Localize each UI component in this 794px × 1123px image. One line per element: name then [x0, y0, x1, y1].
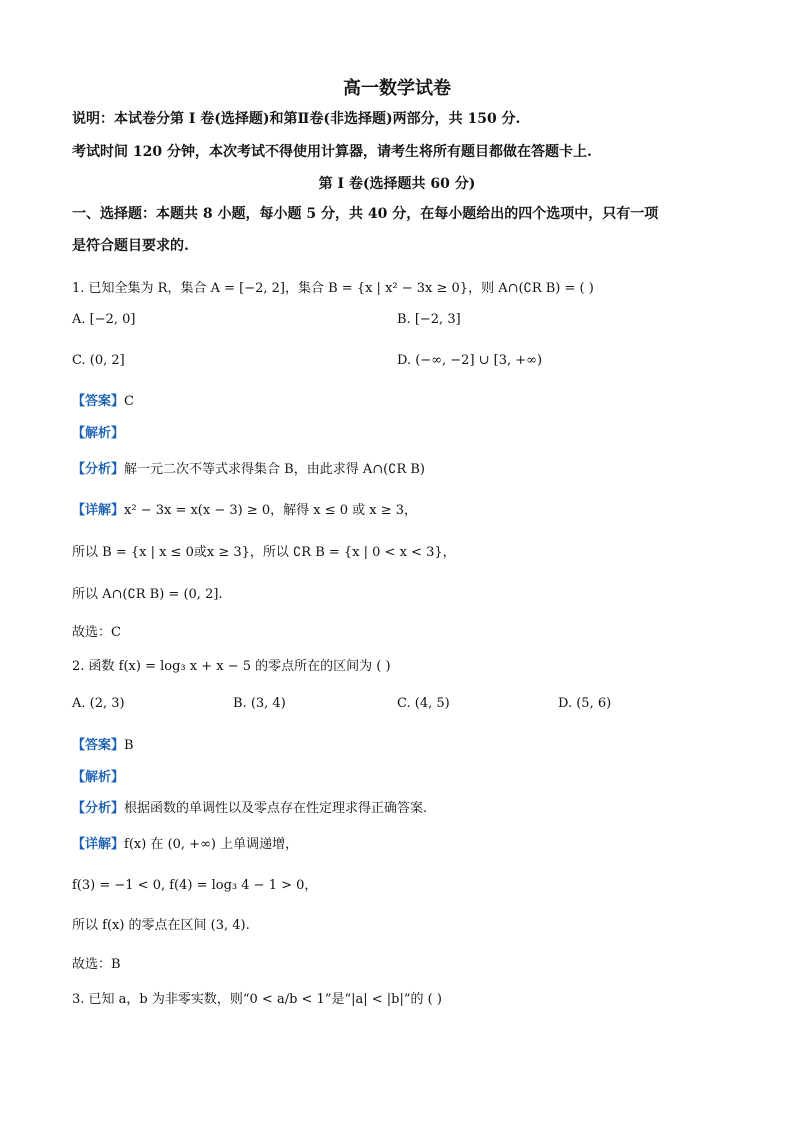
question-2-option-d: D. (5, 6) — [558, 696, 612, 711]
detail-text: f(x) 在 (0, +∞) 上单调递增， — [124, 837, 299, 852]
part1-instruction-line-2: 是符合题目要求的. — [72, 238, 189, 254]
answer-value: B — [124, 738, 134, 753]
question-2-answer — [72, 734, 134, 753]
question-1-option-d: D. (−∞, −2] ∪ [3, +∞) — [397, 353, 543, 368]
question-1-analysis-tag: 【解析】 — [72, 426, 125, 441]
question-2-option-c: C. (4, 5) — [397, 696, 450, 711]
question-2-option-a: A. (2, 3) — [72, 696, 125, 711]
question-1-option-c: C. (0, 2] — [72, 353, 125, 368]
detail-tag: 【详解】 — [72, 503, 125, 518]
answer-value: C — [124, 394, 134, 409]
intro-line-1: 说明：本试卷分第 I 卷(选择题)和第Ⅱ卷(非选择题)两部分，共 150 分. — [72, 111, 521, 127]
question-2-detail — [72, 833, 298, 852]
intro-line-2: 考试时间 120 分钟，本次考试不得使用计算器，请考生将所有题目都做在答题卡上. — [72, 144, 592, 160]
fenxi-text: 解一元二次不等式求得集合 B，由此求得 A∩(∁R B) — [124, 462, 426, 477]
question-2-fenxi — [72, 797, 427, 816]
fenxi-text: 根据函数的单调性以及零点存在性定理求得正确答案. — [124, 801, 428, 816]
detail-tag: 【详解】 — [72, 837, 125, 852]
question-1-option-a: A. [−2, 0] — [72, 312, 136, 327]
question-2-step-1: f(3) = −1 < 0, f(4) = log₃ 4 − 1 > 0， — [72, 878, 318, 893]
question-1-option-b: B. [−2, 3] — [397, 312, 461, 327]
detail-text: x² − 3x = x(x − 3) ≥ 0，解得 x ≤ 0 或 x ≥ 3， — [124, 503, 418, 518]
answer-tag: 【答案】 — [72, 394, 125, 409]
question-2-step-2: 所以 f(x) 的零点在区间 (3, 4). — [72, 918, 250, 933]
page-title: 高一数学试卷 — [343, 78, 451, 99]
question-2-option-b: B. (3, 4) — [233, 696, 286, 711]
question-2-conclusion: 故选：B — [72, 957, 121, 972]
question-1-answer — [72, 390, 134, 409]
question-1-conclusion: 故选：C — [72, 625, 121, 640]
question-1-detail — [72, 499, 417, 518]
question-1-stem: 1. 已知全集为 R，集合 A = [−2, 2]，集合 B = {x | x² − 3x ≥ 0}，则 A∩(∁R B) = ( ) — [72, 281, 594, 296]
question-1-step-2: 所以 A∩(∁R B) = (0, 2]. — [72, 587, 223, 602]
question-3-stem: 3. 已知 a，b 为非零实数，则“0 < a/b < 1”是“|a| < |b|”的 ( ) — [72, 992, 442, 1007]
part1-instruction-line-1: 一、选择题：本题共 8 小题，每小题 5 分，共 40 分，在每小题给出的四个选项中，只有一项 — [72, 206, 659, 222]
question-2-analysis-tag: 【解析】 — [72, 770, 125, 785]
fenxi-tag: 【分析】 — [72, 462, 125, 477]
question-1-step-1: 所以 B = {x | x ≤ 0或x ≥ 3}，所以 ∁R B = {x | 0 < x < 3}， — [72, 545, 456, 560]
answer-tag: 【答案】 — [72, 738, 125, 753]
fenxi-tag: 【分析】 — [72, 801, 125, 816]
section-heading: 第 I 卷(选择题共 60 分) — [318, 176, 476, 192]
question-2-stem: 2. 函数 f(x) = log₃ x + x − 5 的零点所在的区间为 ( ) — [72, 659, 391, 674]
question-1-fenxi — [72, 458, 425, 477]
